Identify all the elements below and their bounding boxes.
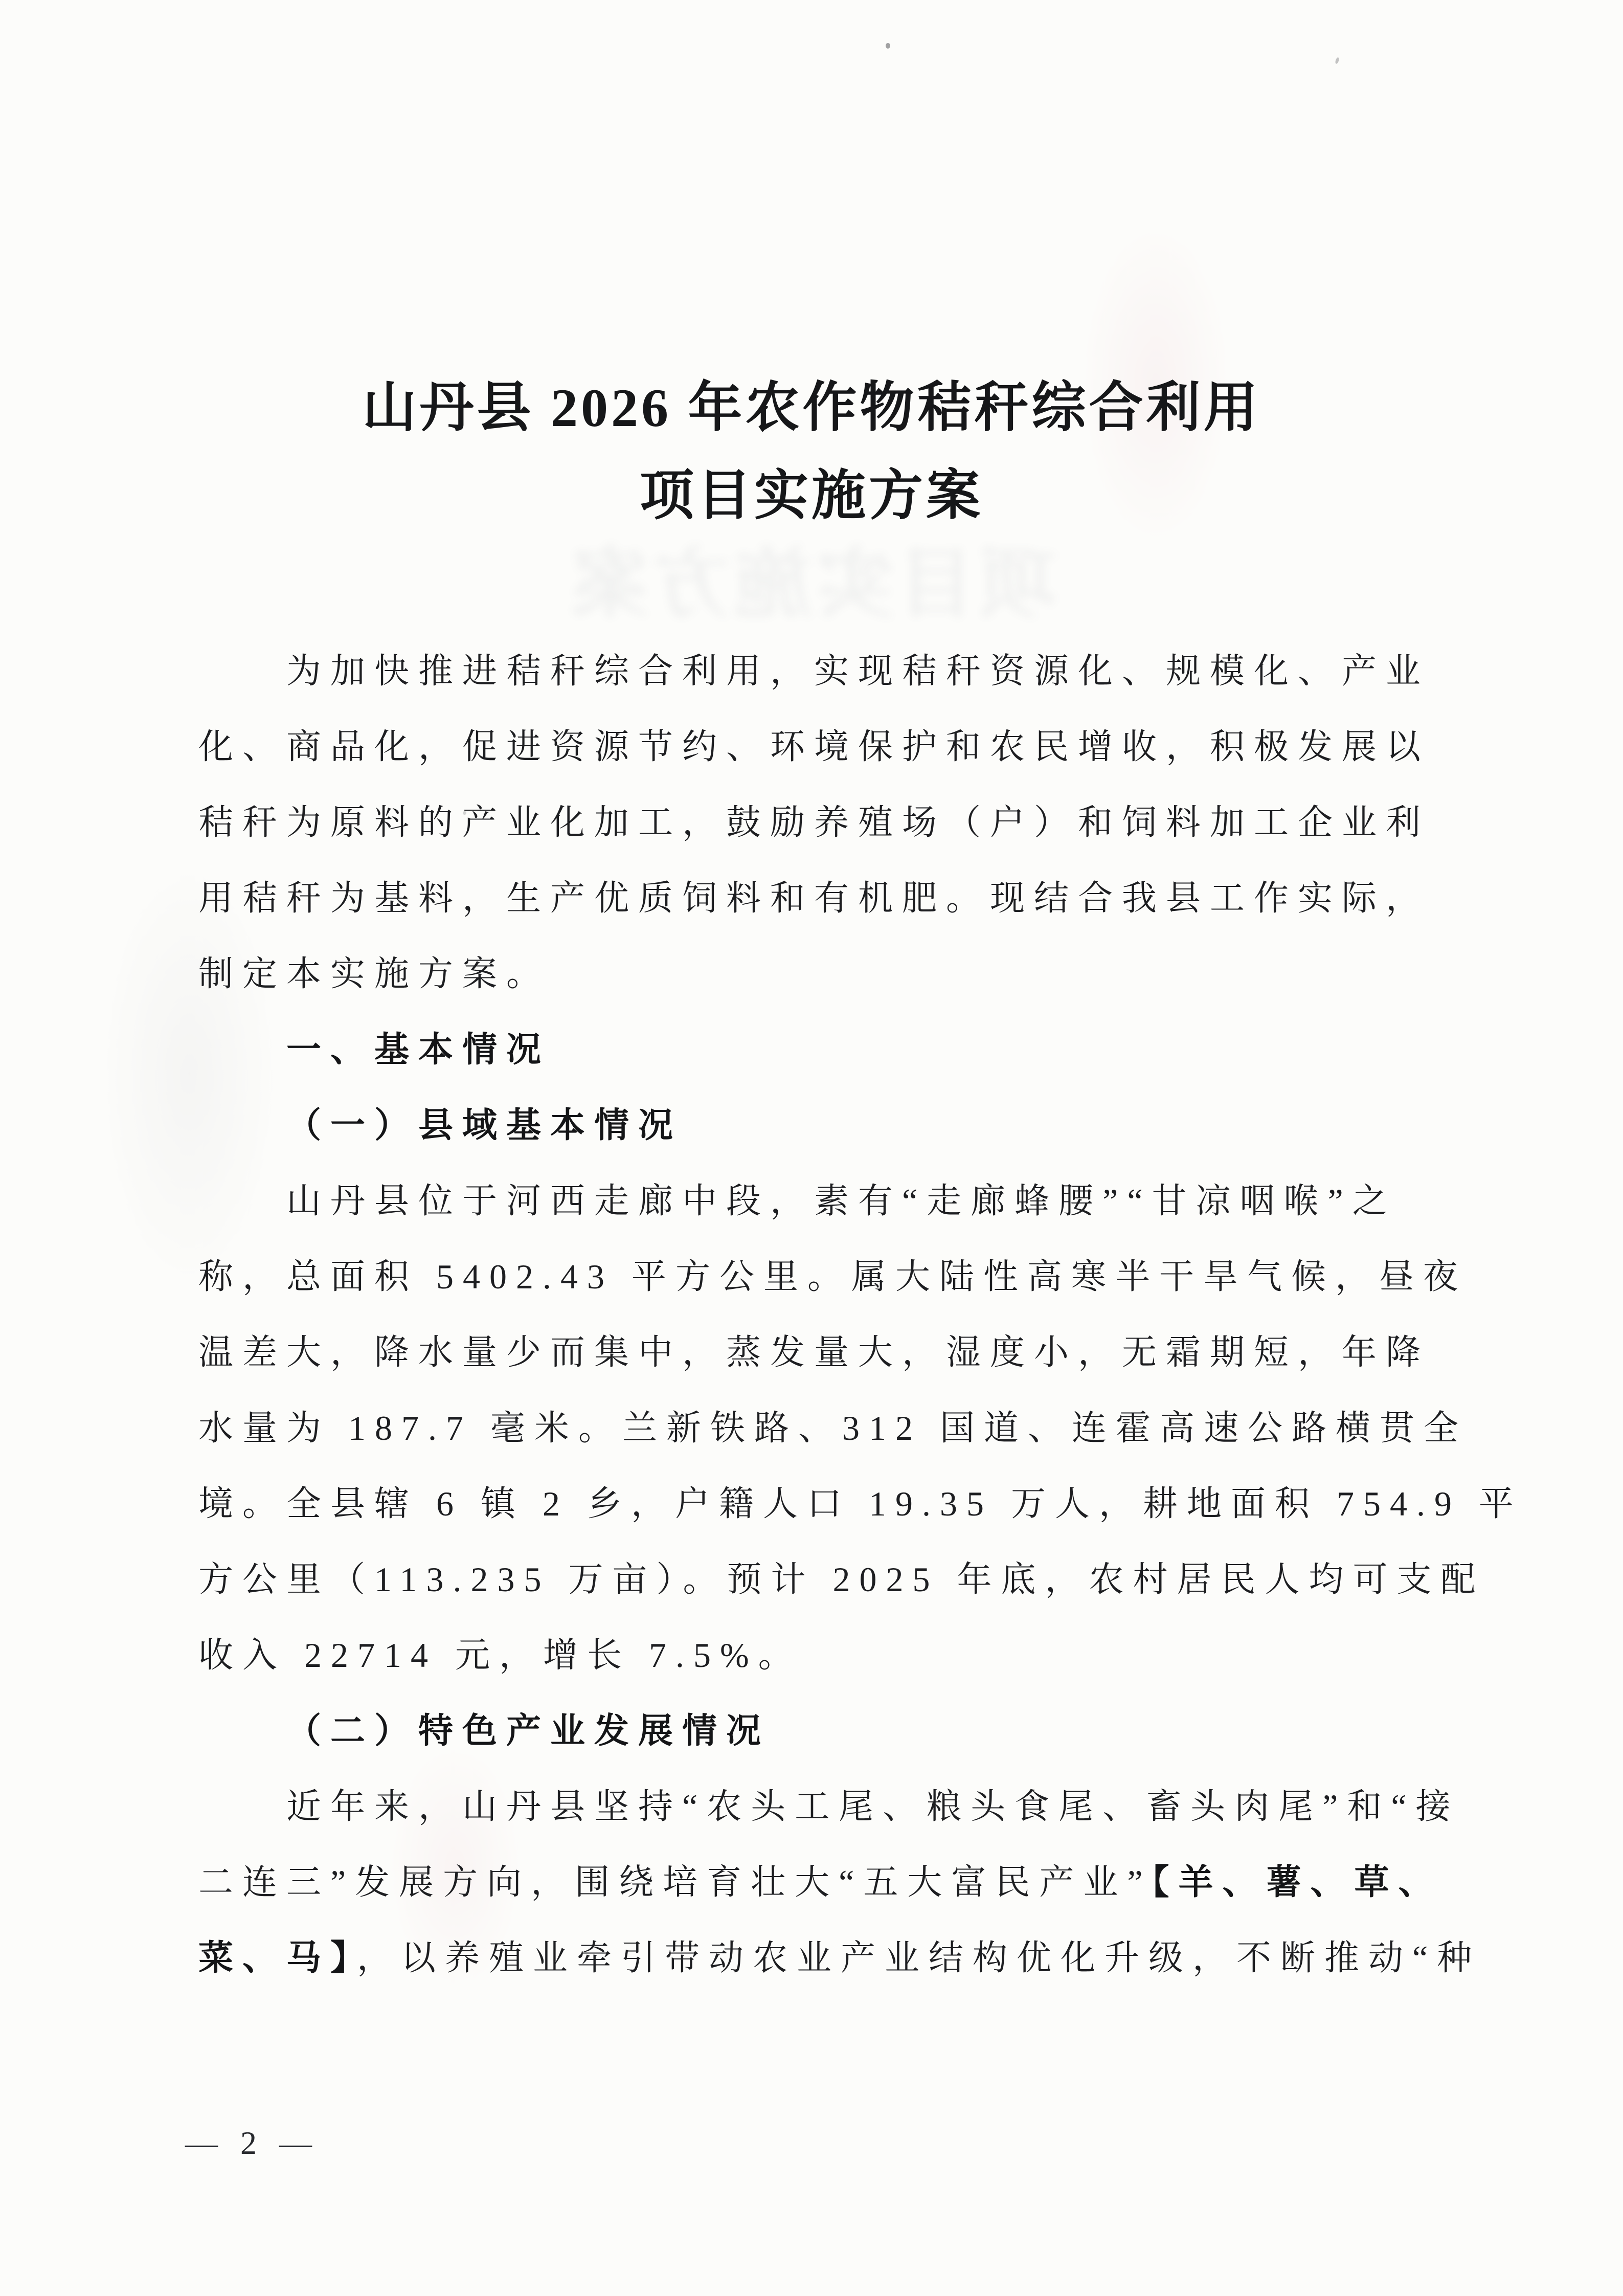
ink-bleed-artifact: 项目实施方案: [566, 542, 1057, 627]
paragraph-line: 化、商品化，促进资源节约、环境保护和农民增收，积极发展以: [198, 727, 1430, 766]
paragraph-line: 方公里（113.235 万亩）。预计 2025 年底，农村居民人均可支配: [198, 1560, 1485, 1599]
paragraph-line: 山丹县位于河西走廊中段，素有“走廊蜂腰”“甘凉咽喉”之: [286, 1182, 1396, 1220]
section-heading-basic-situation: 一、基本情况: [286, 1030, 551, 1069]
paragraph-text: 二连三”发展方向，围绕培育壮大“五大富民产业”: [198, 1863, 1152, 1902]
paragraph-text: ，以养殖业牵引带动农业产业结构优化升级，不断推动“种: [357, 1938, 1481, 1977]
paragraph-line: 境。全县辖 6 镇 2 乡，户籍人口 19.35 万人，耕地面积 754.9 平: [198, 1484, 1523, 1523]
paragraph-line: 温差大，降水量少而集中，蒸发量大，湿度小，无霜期短，年降: [198, 1333, 1430, 1372]
page-number: — 2 —: [185, 2125, 319, 2161]
document-title-line-1: 山丹县 2026 年农作物秸秆综合利用: [362, 378, 1261, 438]
paragraph-line: 近年来，山丹县坚持“农头工尾、粮头食尾、畜头肉尾”和“接: [286, 1787, 1460, 1826]
paragraph-line: [198, 1920, 1481, 1996]
paragraph-line: 秸秆为原料的产业化加工，鼓励养殖场（户）和饲料加工企业利: [198, 803, 1430, 842]
subsection-heading-county-overview: （一）县域基本情况: [286, 1106, 683, 1145]
paragraph-line: 制定本实施方案。: [198, 954, 551, 993]
scan-speck: [886, 43, 890, 49]
paragraph-line: [198, 1844, 1442, 1920]
document-title-line-2: 项目实施方案: [640, 466, 983, 526]
paragraph-line: 收入 22714 元，增长 7.5%。: [198, 1636, 802, 1675]
bold-bracket-text: 【羊、薯、草、: [1152, 1863, 1442, 1902]
document-body: [198, 633, 1523, 1996]
scan-speck: [1335, 57, 1340, 64]
subsection-heading-special-industries: （二）特色产业发展情况: [286, 1711, 771, 1750]
paragraph-line: 水量为 187.7 毫米。兰新铁路、312 国道、连霍高速公路横贯全: [198, 1409, 1468, 1447]
paragraph-line: 称，总面积 5402.43 平方公里。属大陆性高寒半干旱气候，昼夜: [198, 1257, 1468, 1296]
document-title: [0, 364, 1623, 540]
bold-bracket-text: 菜、马】: [198, 1938, 357, 1977]
paragraph-line: 用秸秆为基料，生产优质饲料和有机肥。现结合我县工作实际，: [198, 879, 1430, 918]
paragraph-line: 为加快推进秸秆综合利用，实现秸秆资源化、规模化、产业: [286, 652, 1430, 690]
